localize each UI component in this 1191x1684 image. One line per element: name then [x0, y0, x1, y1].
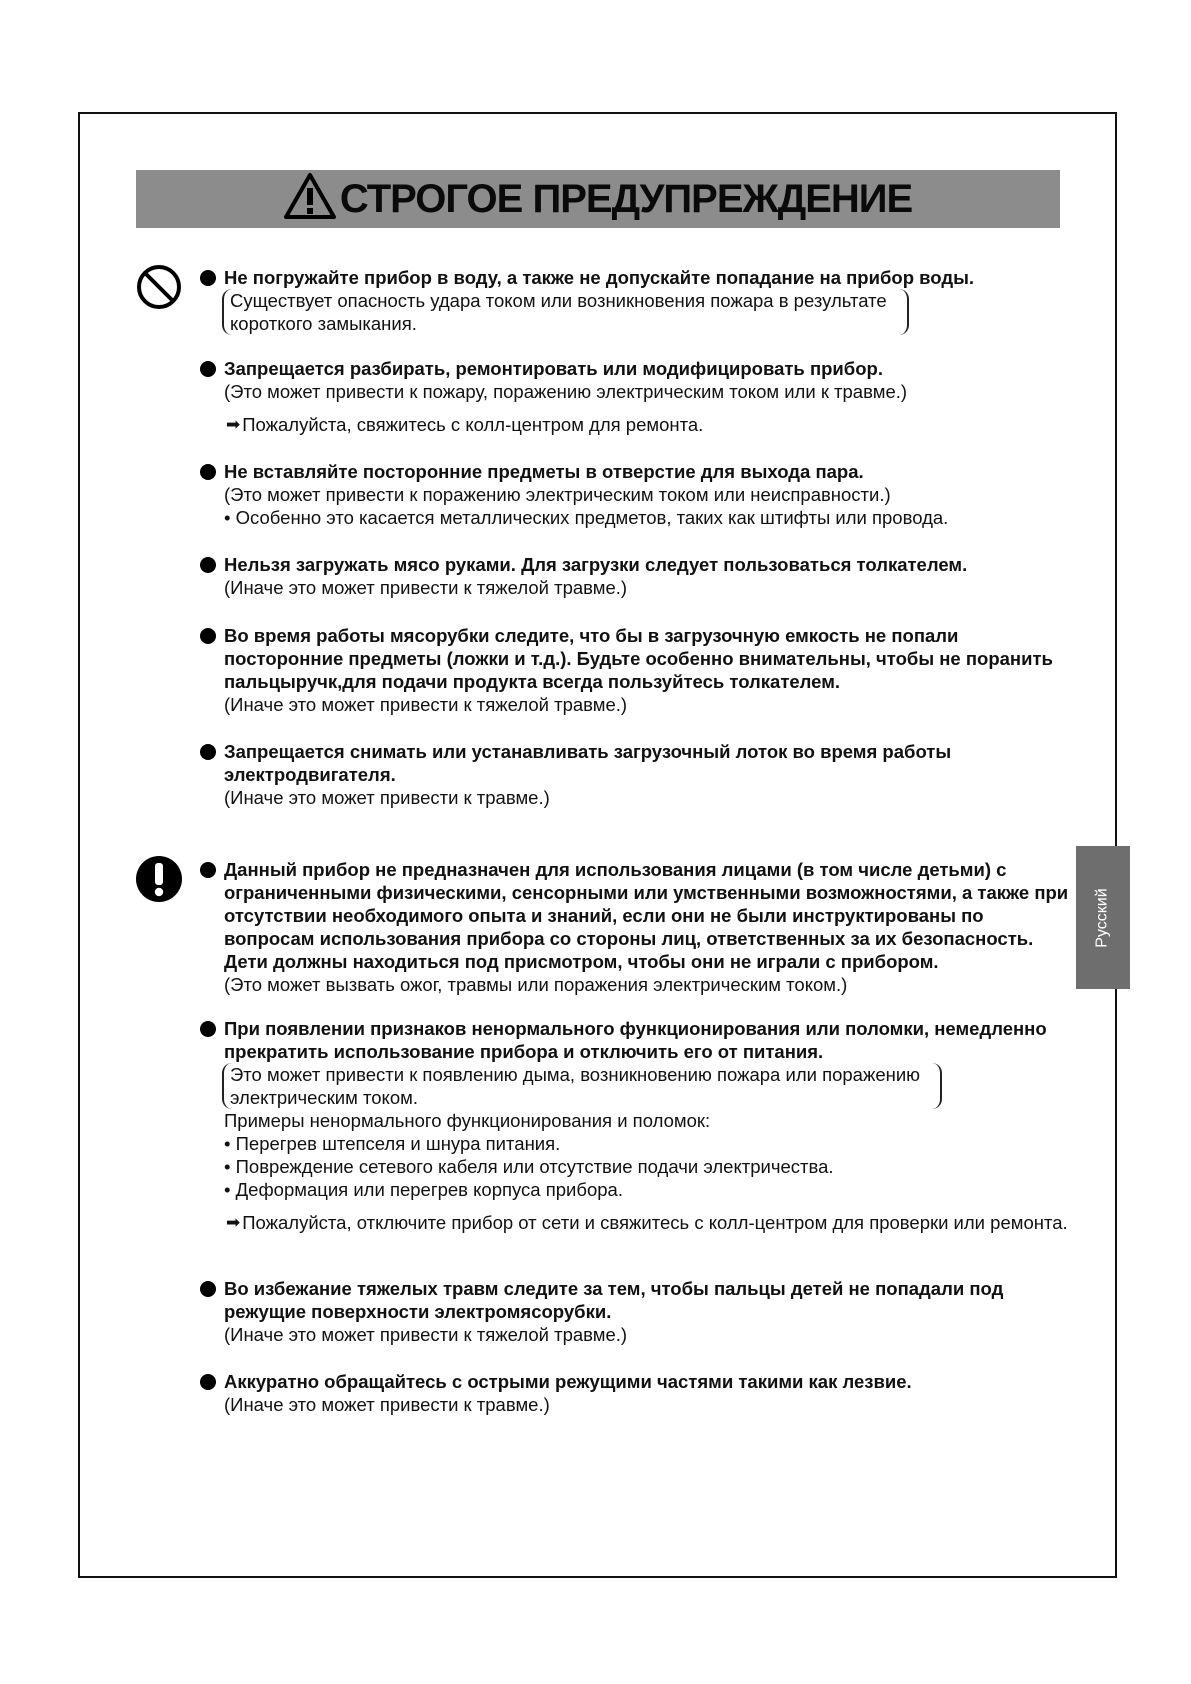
warning-item-disassemble [200, 357, 1070, 436]
arrow-instruction [226, 413, 1070, 436]
item-note: (Иначе это может привести к тяжелой травме.) [224, 1324, 628, 1345]
warning-item-children [200, 858, 1070, 996]
warning-item-tray [200, 740, 1070, 809]
example-item: • Перегрев штепселя и шнура питания. [224, 1132, 1070, 1155]
bullet-icon [200, 270, 216, 286]
paren-line: Существует опасность удара током или возникновения пожара в результате [230, 290, 887, 311]
bullet-icon [200, 464, 216, 480]
item-parenthetical [222, 1063, 942, 1109]
arrow-text: Пожалуйста, свяжитесь с колл-центром для ремонта. [242, 414, 704, 435]
item-dot-note: • Особенно это касается металлических предметов, таких как штифты или провода. [224, 506, 1070, 529]
warning-item-malfunction [200, 1017, 1070, 1234]
item-heading: Во избежание тяжелых травм следите за тем, чтобы пальцы детей не попадали под режущие поверхности электромясорубки. [224, 1278, 1004, 1322]
arrow-right-icon: ➡ [226, 415, 241, 434]
language-label: Русский [1094, 887, 1111, 948]
language-tab [1076, 846, 1130, 989]
item-parenthetical [222, 289, 909, 335]
arrow-right-icon: ➡ [226, 1213, 241, 1232]
warning-item-pusher [200, 553, 1070, 599]
item-note: (Иначе это может привести к травме.) [224, 787, 550, 808]
bullet-icon [200, 628, 216, 644]
item-note: (Иначе это может привести к травме.) [224, 1394, 550, 1415]
warning-item-blades [200, 1370, 1070, 1416]
arrow-instruction [226, 1211, 1070, 1234]
paren-line: электрическим током. [230, 1087, 418, 1108]
item-heading: Не погружайте прибор в воду, а также не допускайте попадание на прибор воды. [224, 267, 975, 288]
exclamation-icon [135, 855, 183, 903]
warning-item-hopper [200, 624, 1070, 716]
paren-line: Это может привести к появлению дыма, возникновению пожара или поражению [230, 1064, 921, 1085]
bullet-icon [200, 361, 216, 377]
paren-line: короткого замыкания. [230, 313, 417, 334]
bullet-icon [200, 1021, 216, 1037]
item-note: (Это может привести к поражению электрическим током или неисправности.) [224, 484, 891, 505]
warning-item-child-fingers [200, 1277, 1070, 1346]
item-note: (Иначе это может привести к тяжелой травме.) [224, 694, 628, 715]
prohibition-icon [135, 263, 183, 311]
examples-title: Примеры ненормального функционирования и поломок: [224, 1110, 711, 1131]
item-heading: Аккуратно обращайтесь с острыми режущими частями такими как лезвие. [224, 1371, 912, 1392]
example-item: • Повреждение сетевого кабеля или отсутствие подачи электричества. [224, 1155, 1070, 1178]
arrow-text: Пожалуйста, отключите прибор от сети и свяжитесь с колл-центром для проверки или ремонта. [242, 1212, 1068, 1233]
warning-item-water [200, 266, 1070, 335]
bullet-icon [200, 862, 216, 878]
bullet-icon [200, 744, 216, 760]
bullet-icon [200, 1281, 216, 1297]
item-heading: Нельзя загружать мясо руками. Для загрузки следует пользоваться толкателем. [224, 554, 968, 575]
item-note: (Иначе это может привести к тяжелой травме.) [224, 577, 628, 598]
bullet-icon [200, 557, 216, 573]
bullet-icon [200, 1374, 216, 1390]
item-heading: Данный прибор не предназначен для использования лицами (в том числе детьми) с ограниченными физическими, сенсорными или умственными возможностями, а также при отсутствии необходимого опыта и знаний, если они не были инструктированы по вопросам использования прибора со стороны лиц, ответственных за их безопасность. Дети должны находиться под присмотром, чтобы они не играли с прибором. [224, 859, 1069, 972]
item-note: (Это может привести к пожару, поражению электрическим током или к травме.) [224, 381, 908, 402]
warning-title-bar [136, 170, 1060, 228]
warning-triangle-icon [284, 172, 336, 220]
item-heading: Не вставляйте посторонние предметы в отверстие для выхода пара. [224, 461, 864, 482]
warning-item-foreign-objects [200, 460, 1070, 529]
item-heading: При появлении признаков ненормального функционирования или поломки, немедленно прекратить использование прибора и отключить его от питания. [224, 1018, 1047, 1062]
item-heading: Запрещается разбирать, ремонтировать или модифицировать прибор. [224, 358, 883, 379]
page-title: СТРОГОЕ ПРЕДУПРЕЖДЕНИЕ [339, 176, 913, 221]
item-note: (Это может вызвать ожог, травмы или поражения электрическим током.) [224, 974, 848, 995]
item-heading: Запрещается снимать или устанавливать загрузочный лоток во время работы электродвигателя. [224, 741, 952, 785]
item-heading: Во время работы мясорубки следите, что бы в загрузочную емкость не попали посторонние предметы (ложки и т.д.). Будьте особенно внимательны, чтобы не поранить пальцыручк,для подачи продукта всегда пользуйтесь толкателем. [224, 625, 1053, 692]
example-item: • Деформация или перегрев корпуса прибора. [224, 1178, 1070, 1201]
